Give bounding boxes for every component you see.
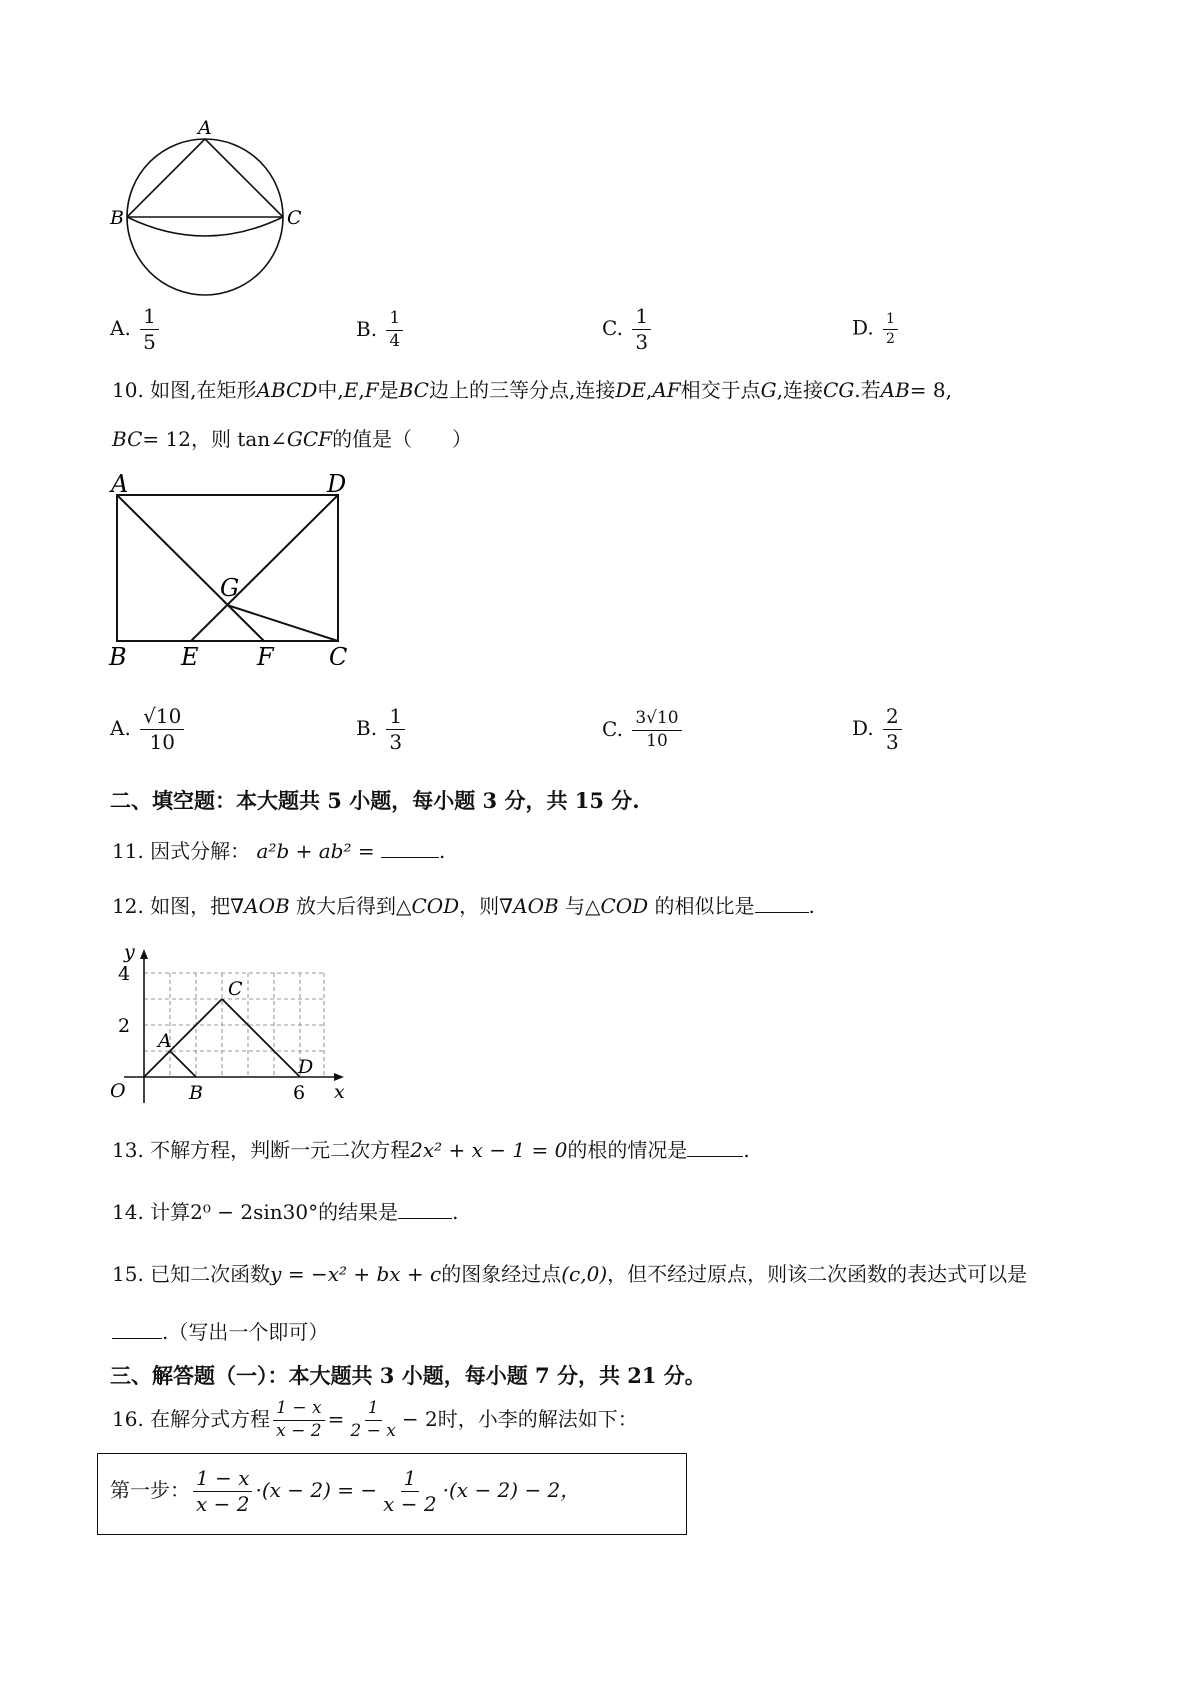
question-number: 11. [112, 839, 144, 863]
q12 [112, 890, 815, 919]
text: = 12，则 tan∠ [142, 427, 287, 451]
label-a: A [111, 470, 129, 498]
text: , [645, 378, 653, 402]
q13 [112, 1134, 750, 1163]
q10-option-c[interactable] [602, 710, 685, 751]
q15-line-2 [112, 1316, 328, 1345]
q10-line-1 [112, 374, 952, 403]
expression: y = −x² + bx + c [270, 1262, 442, 1286]
q9-option-a[interactable] [110, 306, 162, 353]
arc-bc [127, 217, 283, 236]
q15-line-1 [112, 1258, 1027, 1287]
text: 因式分解： [150, 839, 251, 863]
answer-blank[interactable] [112, 1338, 162, 1339]
label-f: F [257, 643, 274, 665]
label-a: A [158, 1030, 172, 1052]
var: DE [615, 378, 646, 402]
q10-line-2 [112, 423, 472, 452]
var: COD [600, 894, 649, 918]
question-number: 13. [112, 1138, 144, 1162]
text: 相交于点 [680, 378, 761, 402]
fraction: $\frac{1 - x}{x - 2}$ [273, 1400, 324, 1441]
text: , [358, 378, 365, 402]
expression: 2x² + x − 1 = 0 [410, 1138, 568, 1162]
chord-ac [205, 139, 283, 217]
answer-blank[interactable] [398, 1218, 452, 1219]
var: AOB [513, 894, 559, 918]
segment-gc [227, 605, 338, 641]
text: 不解方程，判断一元二次方程 [150, 1138, 411, 1162]
option-label: C. [602, 716, 623, 741]
expression: ·(x − 2) = − [255, 1478, 378, 1502]
segment-af [117, 495, 264, 641]
var: ABCD [256, 378, 318, 402]
expression: 2⁰ − 2sin30° [190, 1200, 319, 1224]
label-c: C [287, 207, 302, 229]
text: 如图,在矩形 [150, 378, 257, 402]
text: 时，小李的解法如下： [437, 1406, 638, 1431]
label-b: B [109, 643, 127, 665]
q12-grid-figure [108, 935, 353, 1105]
x-axis-arrow [334, 1073, 344, 1081]
text: ,连接 [776, 378, 824, 402]
option-label: D. [852, 315, 874, 340]
option-label: B. [356, 716, 378, 740]
var: E [343, 378, 359, 402]
var: BC [112, 427, 143, 451]
label-d: D [327, 470, 347, 498]
var: G [760, 378, 777, 402]
fraction: $\frac{1}{4}$ [386, 310, 403, 351]
fraction: $\frac{2}{3}$ [883, 706, 902, 753]
section-3-title: 三、解答题（一）：本大题共 3 小题，每小题 7 分，共 21 分。 [110, 1363, 706, 1388]
var: CG [823, 378, 855, 402]
text: ，则∇ [459, 894, 514, 918]
fraction: $\frac{1}{x - 2}$ [383, 1466, 437, 1516]
option-label: B. [356, 316, 378, 341]
label-o: O [110, 1080, 126, 1102]
text: 的图象经过点 [441, 1262, 562, 1286]
q14 [112, 1196, 458, 1225]
q10-option-b[interactable] [356, 706, 408, 753]
tick-label-6: 6 [293, 1082, 306, 1104]
segment-oc [144, 999, 222, 1077]
q16-step-1 [110, 1468, 580, 1515]
fraction: $\frac{√10}{10}$ [140, 706, 184, 753]
question-number: 16. [112, 1406, 144, 1431]
label-a: A [198, 117, 212, 139]
option-label: C. [602, 316, 623, 340]
rectangle-abcd [117, 495, 338, 641]
section-2-title: 二、填空题：本大题共 5 小题，每小题 3 分，共 15 分. [110, 788, 640, 813]
option-label: D. [852, 716, 874, 740]
text: 与△ [565, 894, 601, 918]
text: 如图，把∇ [150, 894, 245, 918]
q16 [112, 1400, 638, 1441]
var: AOB [244, 894, 290, 918]
text: . [452, 1200, 459, 1224]
text: 的根的情况是 [567, 1138, 688, 1162]
text: = 8, [909, 378, 952, 402]
tick-label-2: 2 [118, 1015, 131, 1037]
q11 [112, 835, 445, 864]
label-g: G [220, 574, 240, 602]
q10-option-a[interactable] [110, 706, 187, 753]
q9-option-d[interactable] [852, 312, 901, 346]
var: BC [398, 378, 429, 402]
segment-de [191, 495, 338, 641]
fraction: $\frac{1}{5}$ [140, 306, 159, 353]
var: AB [880, 378, 910, 402]
answer-blank[interactable] [755, 912, 809, 913]
answer-blank[interactable] [381, 857, 439, 858]
segment-ab [170, 1051, 196, 1077]
fraction: $\frac{1}{3}$ [632, 306, 651, 353]
text: ，但不经过原点，则该二次函数的表达式可以是 [607, 1262, 1028, 1286]
text: 的值是（ ） [332, 427, 473, 451]
text: 放大后得到△ [296, 894, 412, 918]
segment-cd [222, 999, 300, 1077]
label-c: C [329, 643, 348, 665]
question-number: 12. [112, 894, 144, 918]
text: 是 [378, 378, 399, 402]
text: = [327, 1406, 345, 1431]
text: 在解分式方程 [150, 1406, 271, 1431]
text: .（写出一个即可） [162, 1320, 329, 1344]
axis-label-x: x [334, 1081, 345, 1103]
label-b: B [189, 1082, 203, 1104]
text: .若 [854, 378, 881, 402]
label-b: B [110, 207, 124, 229]
label-e: E [181, 643, 199, 665]
text: . [743, 1138, 750, 1162]
text: . [438, 839, 446, 863]
var: COD [411, 894, 460, 918]
var: F [364, 378, 379, 402]
text: 的相似比是 [654, 894, 755, 918]
var: GCF [286, 427, 333, 451]
text: 边上的三等分点,连接 [428, 378, 616, 402]
question-number: 14. [112, 1200, 144, 1224]
q10-option-d[interactable] [852, 706, 905, 753]
fraction: $\frac{1}{2}$ [883, 312, 898, 346]
option-label: A. [110, 316, 131, 340]
expression: a²b + ab² = [256, 839, 375, 863]
option-label: A. [110, 716, 131, 740]
question-number: 10. [112, 378, 144, 402]
point: (c,0) [561, 1262, 608, 1286]
text: 的结果是 [318, 1200, 399, 1224]
label-c: C [228, 978, 243, 1000]
tick-label-4: 4 [118, 963, 131, 985]
fraction: $\frac{1}{3}$ [386, 706, 405, 753]
fraction: $\frac{1 - x}{x - 2}$ [193, 1468, 252, 1515]
text: . [808, 894, 815, 918]
q9-circle-figure [110, 115, 310, 305]
q9-option-b[interactable] [356, 310, 406, 351]
y-axis-arrow [140, 949, 148, 959]
chord-ab [127, 139, 205, 217]
expression: ·(x − 2) − 2， [442, 1478, 581, 1502]
fraction: $\frac{1}{2 - x}$ [350, 1398, 396, 1441]
answer-blank[interactable] [687, 1156, 743, 1157]
text: 中, [317, 378, 344, 402]
question-number: 15. [112, 1262, 144, 1286]
label-d: D [298, 1056, 314, 1078]
q9-option-c[interactable] [602, 306, 654, 353]
var: AF [652, 378, 681, 402]
step-label: 第一步： [110, 1478, 190, 1502]
q10-rectangle-figure [105, 465, 365, 665]
fraction: $\frac{3√10}{10}$ [632, 710, 681, 751]
text: 已知二次函数 [150, 1262, 271, 1286]
text: 计算 [150, 1200, 191, 1224]
text: − 2 [401, 1406, 438, 1431]
axis-label-y: y [124, 941, 135, 963]
